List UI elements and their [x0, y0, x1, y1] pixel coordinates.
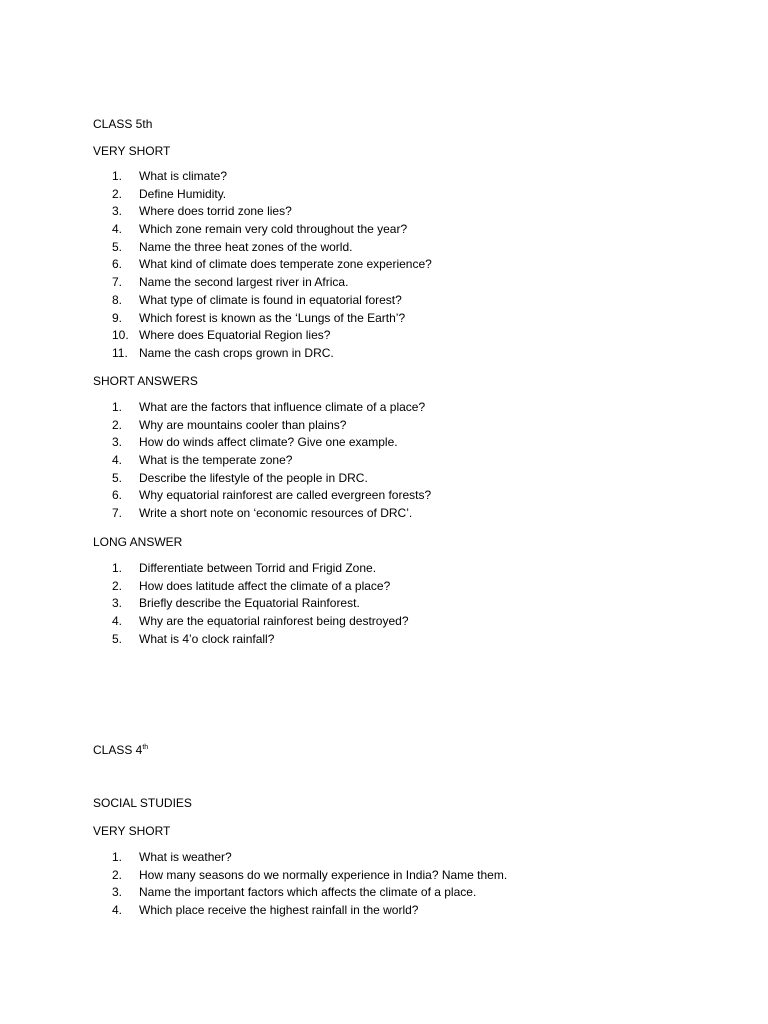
- list-item: 4. What is the temperate zone?: [112, 453, 293, 468]
- class5-long-answer-heading: LONG ANSWER: [93, 535, 183, 549]
- class5-long-answer-list: [112, 560, 409, 648]
- class4-very-short-heading: VERY SHORT: [93, 824, 171, 838]
- list-item: 2. How many seasons do we normally experience in India? Name them.: [112, 867, 508, 882]
- list-item: 3. How do winds affect climate? Give one example.: [112, 435, 398, 450]
- list-item: 6. Why equatorial rainforest are called evergreen forests?: [112, 488, 432, 503]
- list-item: 5. Describe the lifestyle of the people in DRC.: [112, 470, 368, 485]
- list-item: 10. Where does Equatorial Region lies?: [112, 328, 331, 343]
- list-item: 7. Write a short note on ‘economic resources of DRC’.: [112, 506, 413, 521]
- list-item: 4. Which place receive the highest rainfall in the world?: [112, 903, 419, 918]
- list-item: 1. What is climate?: [112, 169, 228, 183]
- class5-title: CLASS 5th: [93, 117, 153, 131]
- list-item: 4. Which zone remain very cold throughout the year?: [112, 222, 408, 237]
- list-item: 5. What is 4’o clock rainfall?: [112, 631, 275, 646]
- class5-very-short-heading: VERY SHORT: [93, 144, 171, 158]
- list-item: 3. Briefly describe the Equatorial Rainforest.: [112, 596, 360, 611]
- list-item: 3. Where does torrid zone lies?: [112, 204, 292, 219]
- class5-very-short-list: [112, 168, 432, 363]
- list-item: 9. Which forest is known as the ‘Lungs of the Earth’?: [112, 310, 406, 325]
- class5-short-answers-list: [112, 399, 431, 523]
- class4-title: CLASS 4th: [93, 743, 149, 757]
- class4-title-superscript: th: [142, 744, 149, 751]
- list-item: 5. Name the three heat zones of the world.: [112, 239, 353, 254]
- list-item: 2. Why are mountains cooler than plains?: [112, 417, 347, 432]
- class4-subject-heading: SOCIAL STUDIES: [93, 796, 192, 810]
- class4-very-short-list: [112, 849, 507, 920]
- list-item: 7. Name the second largest river in Africa.: [112, 275, 349, 290]
- list-item: 2. Define Humidity.: [112, 186, 227, 201]
- class5-short-answers-heading: SHORT ANSWERS: [93, 374, 198, 388]
- list-item: 3. Name the important factors which affects the climate of a place.: [112, 885, 477, 900]
- list-item: 1. What are the factors that influence climate of a place?: [112, 400, 426, 414]
- list-item: 1. What is weather?: [112, 850, 232, 864]
- list-item: 8. What type of climate is found in equatorial forest?: [112, 292, 402, 307]
- list-item: 6. What kind of climate does temperate zone experience?: [112, 257, 432, 272]
- list-item: 4. Why are the equatorial rainforest being destroyed?: [112, 614, 409, 629]
- list-item: 2. How does latitude affect the climate of a place?: [112, 578, 391, 593]
- list-item: 1. Differentiate between Torrid and Frigid Zone.: [112, 561, 377, 575]
- list-item: 11. Name the cash crops grown in DRC.: [112, 345, 334, 360]
